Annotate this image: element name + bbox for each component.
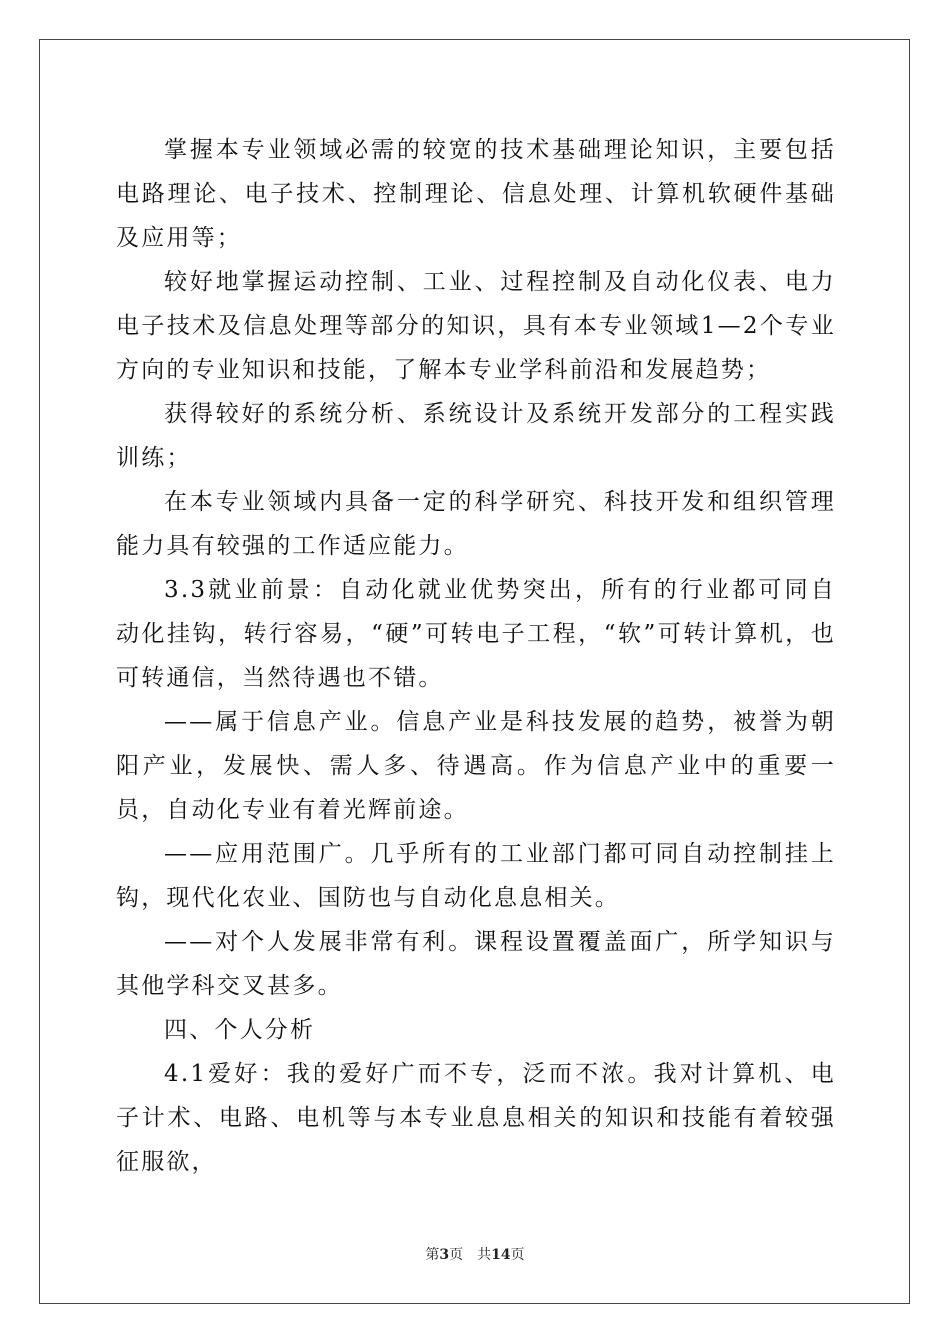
- document-body: [116, 128, 836, 1184]
- paragraph: 获得较好的系统分析、系统设计及系统开发部分的工程实践训练；: [116, 401, 836, 471]
- page-footer: [0, 1244, 950, 1264]
- page-suffix: 页: [449, 1247, 464, 1263]
- paragraph: ——对个人发展非常有利。课程设置覆盖面广，所学知识与其他学科交叉甚多。: [116, 929, 836, 999]
- total-suffix: 页: [510, 1247, 525, 1263]
- paragraph: 掌握本专业领域必需的较宽的技术基础理论知识，主要包括电路理论、电子技术、控制理论、信息处理、计算机软硬件基础及应用等；: [116, 137, 836, 251]
- paragraph: 在本专业领域内具备一定的科学研究、科技开发和组织管理能力具有较强的工作适应能力。: [116, 489, 836, 559]
- paragraph: 3.3就业前景：自动化就业优势突出，所有的行业都可同自动化挂钩，转行容易，“硬”可转电子工程，“软”可转计算机，也可转通信，当然待遇也不错。: [116, 577, 836, 691]
- paragraph: 4.1爱好：我的爱好广而不专，泛而不浓。我对计算机、电子计术、电路、电机等与本专业息息相关的知识和技能有着较强征服欲，: [116, 1061, 836, 1175]
- paragraph: 较好地掌握运动控制、工业、过程控制及自动化仪表、电力电子技术及信息处理等部分的知识，具有本专业领域1—2个专业方向的专业知识和技能，了解本专业学科前沿和发展趋势；: [116, 269, 836, 383]
- total-prefix: 共: [477, 1247, 492, 1263]
- section-heading: 四、个人分析: [164, 1017, 316, 1043]
- total-pages: 14: [491, 1247, 511, 1263]
- paragraph: ——属于信息产业。信息产业是科技发展的趋势，被誉为朝阳产业，发展快、需人多、待遇高。作为信息产业中的重要一员，自动化专业有着光辉前途。: [116, 709, 836, 823]
- page-prefix: 第: [425, 1247, 440, 1263]
- paragraph: ——应用范围广。几乎所有的工业部门都可同自动控制挂上钩，现代化农业、国防也与自动化息息相关。: [116, 841, 836, 911]
- page-number: 3: [439, 1247, 450, 1263]
